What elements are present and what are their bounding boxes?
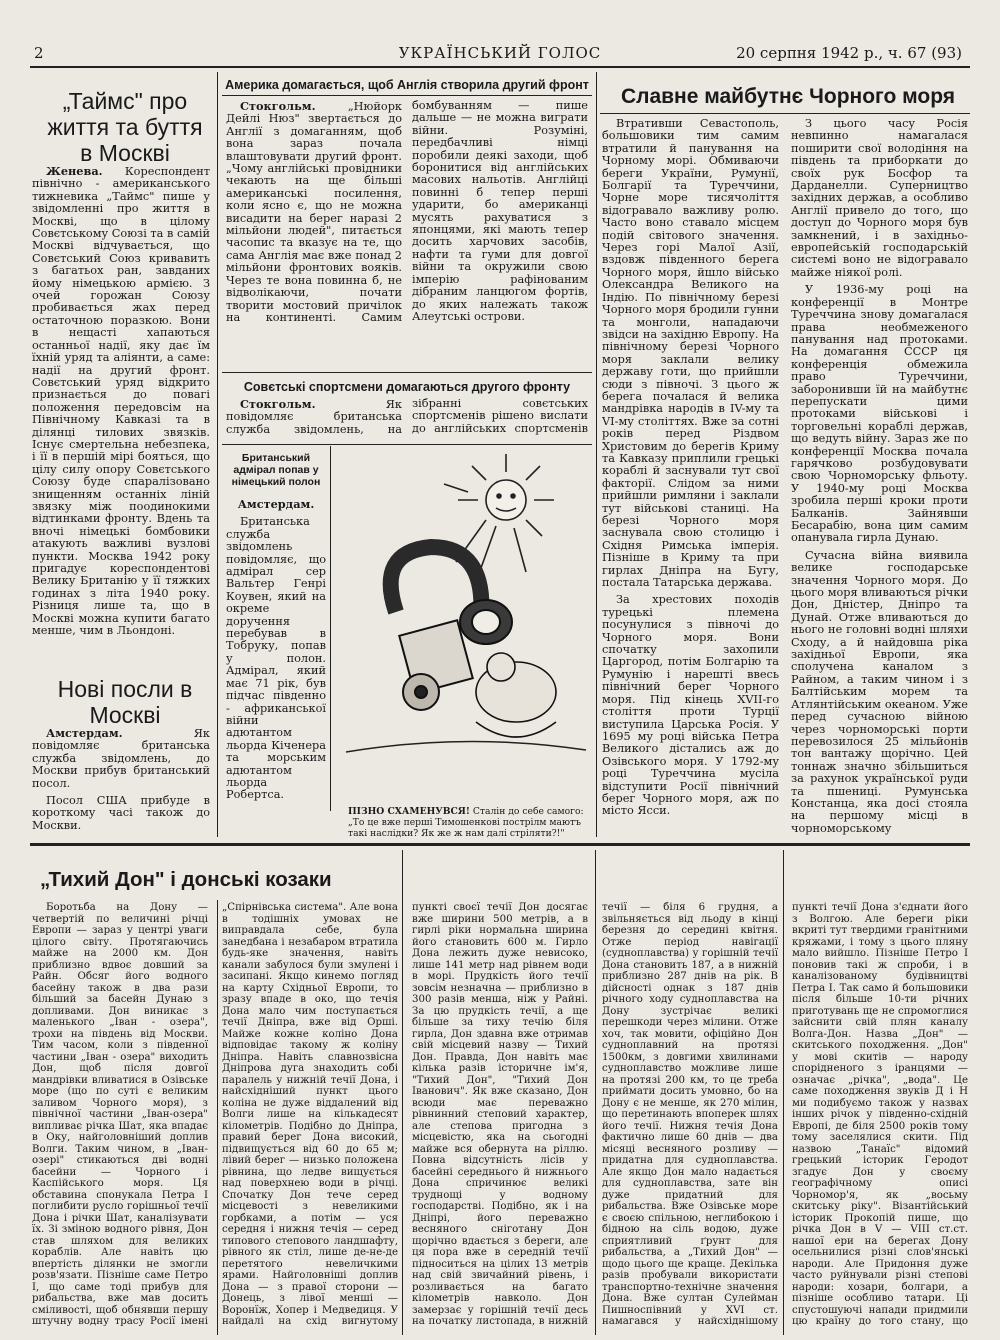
caption-text: Сталін до себе самого: „То це вже перші Тимошенкові пострілм маютъ такі наслідки? Як же ж нам далі стріляти?!" (348, 806, 584, 839)
article-text: Як повідомляє британська служба звідомлень, до Москви прибув британський посол. (32, 727, 210, 790)
page-number: 2 (34, 44, 44, 62)
article-text: З цього часу Росія невпинно намагалася поширити свої володіння на південь та прибоpкати до своїх рук Босфор та Дарданелли. Суперництво західних держав, а особливо Англії привело до того, що доступ до Чорного моря був замкнений, і в західньо-европейській господарській системі воно не відогравало майже ніякої ролі. (791, 118, 968, 279)
article-title-admiral: Британський адмірал попав у німецький полон (231, 452, 321, 488)
article-text: У 1936-му році на конференції в Монтре Туреччина знову домагалася права необмеженого панування над протоками. На домагання СССР ця конференція обмежила право Туреччини, заборонивши їй на майбутнє перепускати цими протоками військові і торговельні кораблі держав, що ведуть війну. Зараз же по конференції Москва почала гарячково розбудовувати свою Чорноморську фльоту. У 1940-му році Москва зробила перші кроки проти Балканів. Зайнявши Бесарабію, вона цим самим опанувала гирла Дунаю. (791, 283, 968, 545)
article-text: Британська служба звідомлень повідомляє, що адмірал сер Вальтер Генрі Коувен, який на окреме доручення перебував в Тобруку, попав у полон. Адмірал, який має 71 рік, був підчас південно - африканської війни адютантом льорда Кіченера та морським адютантом льорда Робертса. (226, 515, 326, 802)
caption-title: ПІЗНО СХАМЕНУВСЯ! (348, 806, 470, 817)
column-divider (217, 72, 218, 837)
newspaper-title: УКРАЇНСЬКИЙ ГОЛОС (398, 44, 602, 62)
article-text: Посол США прибуде в короткому часі також до Москви. (32, 794, 210, 832)
dateline: Амстердам. (237, 498, 315, 511)
dateline: Амстердам. (46, 727, 123, 740)
issue-date: 20 серпня 1942 р., ч. 67 (93) (736, 44, 962, 62)
section-rule (30, 843, 970, 846)
article-text: Як повідомляє британська служба звідомлень, на зібранні совєтських спортсменів рішено вислати до англійських спортсменів (226, 398, 588, 436)
column-divider (330, 446, 331, 811)
cartoon-illustration (336, 452, 591, 797)
section-rule (222, 444, 592, 445)
article-taims (32, 165, 210, 665)
article-text: „Нюйорк Дейлі Нюз" звертається до Англії з домаганням, щоб вона зараз почала влаштовувати другий фронт. „Чому англійські провідники чекають на ще більші американські посилення, коли ясно є, що не можна висадити на берег наразі 2 мільйони людей", питається часопис та вказує на те, що сама Англія має вже понад 2 мільйони фронтових вояків. Через те вона повинна б, не відволікаючи, почати творити мостовий причілок на континенті. Самим бомбуванням — пише дальше — не можна виграти війни. Розуміні, передбачливі німці поробили деякі заходи, щоб боронитися від англійських масових нальотів. Англійці повинні б тепер перші ударити, бо американці мусять рахуватися з японцями, які мають тепер досить харчових засобів, нафти та гуми для довгої війни та окружили свою імперію рафінованим дібраним ланцюгом фортів, до яких належать також Алеутські острови. (226, 100, 588, 324)
article-text: Боротьба на Дону — четвертій по величині річці Европи — зараз у центрі уваги цілого світу. Протягаючись майже на 2000 км. Дон приблизно вдвоє довший за Райн. Обсяг його водного басейну також в два рази більший за басейн Дунаю з допливами. Дон виникає з маленького „Іван - озера", трохи на південь від Москви. Тим часом, коли з південної частини „Іван - озера" виходить Дон, щоб після довгої мандрівки вливатися в Озівське море (що по суті є великим заливом Чорного моря), з північної частини „Іван-озера" випливає річка Шат, яка впадає в Оку, найголовніший доплив Волги. Таким чином, в „Іван-озері" стикаються дві водні басейни — Чорного і Каспійського моря. Ця обставина спонукала Петра І поглибити русло горішньої течії Дона і річки Шат, каналізувати їх. Зі зміною водного рівня, Дон став шляхом для великих кораблів. Але навіть цю впертість ділянки не змогли розв'язати. Пізніше саме Петро І, що саме тоді прибув для рибальства, вже мав досить сміливості, щоб обнявши першу штучну водну трасу Росії імені „Спірнівська система". Але вона в тодішніх умовах не виправдала себе, була занедбана і незабаром втратила будь-яке значення, навіть канали забулося були змулені і засипані. Якщо кинемо погляд на карту Східньої Европи, то зразу впаде в око, що течія Дона мало чим поступається течії Дніпра, вже від Орші. Майже кожне коліно Дона відповідає такому ж коліну Дніпра. Навіть славнозвісна Дніпрова дуга знаходить собі паралель у нижній течії Дона, і найсхідніший пункт цього коліна не дуже віддалений від Волги лише на кількадесят кілометрів. Подібно до Дніпра, правий берег Дона високий, підвищується від 60 до 65 м; лівий берег — низько положена рівнина, що ледве вищується над поверхнею води в річці. Спочатку Дон тече серед місцевості з невеликими горбками, а потім — уся середня і нижня течія — серед типового степового ландшафту, рівного як стіл, лише де-не-де перетятого невеличкими ярами. Найголовніші доплив Дона — з правої сторони — Донець, з лівої менші — Воронїж, Хопер і Медведиця. У найдалі на схід вигнутому пункті своєї течії Дон досягає вже ширини 500 метрів, а в гирлі ріки нормальна ширина його становить 600 м. Гирло Дона лежить дуже невисоко, лише 141 метр над рівнем води в морі. Прудкість його течії зовсім незначна — приблизно в 300 разів менша, ніж у Райні. За цю прудкість течії, а ще більше за тиху течію біля гирла, Дон здавна вже отримав свій місцевий назву — Тихий Дон. Правда, Дон навіть має кілька разів історичне ім'я, "Тихий Дон", "Тихий Дон Іванович". Як вже сказано, Дон всюди має переважно рівнинний степовий характер, але степова пригодна з місцевістю, яка на сьогодні майже вся обернута на ріллю. Повна відсутність лісів у басейні середнього й нижнього Дона спричинює великі труднощі у водному господарстві. Подібно, як і на Дніпрі, його переважно весняного сніготану Дон щорічно вдається з береги, але ця пора вже в середній течії підноситься на цілих 13 метрів над свій звичайний рівень, і розливається на багато кілометрів навколо. Дон замерзає у горішній течії десь на початку листопада, в нижній течії — біля 6 грудня, а звільняється від льоду в кінці березня до середині квітня. Отже період навігації (судноплавства) у горішній течії Дона становить 187, а в нижній приблизно 287 днів на рік. В дійсності однак з 187 днів річного ходу судноплавства на Дону зустрічає великі перешкоди через мілини. Отже хоч, так мовити, офіційно Дон судноплавний на протязі 1500км, з довгими хвилинами судноплавство можливе лише на протязі 200 км, то це треба приймати досить умовно, бо на Дону є не менше, як 270 мілин, що перетинають впоперек шлях його течії. Нижня течія Дона фактично лише 60 днів — два місяці весняного розливу — придатна для судноплавства. Але якщо Дон мало надається для судноплавства, зате він дуже придатний для рибальства. Вже Озівське море є своєю спільною, неглибокою і бідною на сіль водою, дуже сприятливий ґрунт для рибальства, а „Тихий Дон" — щодо цього ще краще. Декілька разів пробували використати транспортно-технічне значення Дона. Вже султан Сулейман Пишноспівний у XVI ст. намагався у найсхіднішому пункті течії Дона з'єднати його з Волгою. Але береги ріки вкриті тут твердими гранітними кряжами, і тому з цього пляну мало вийшло. Пізніше Петро I поновив такі ж спроби, і в каналізованому будівництві Петра І. Так само й большовики після більше 10-ти річних приготувань ще не спромоглися зайснити свій плян каналу Волга-Дон. Назва „Дон" — скитського походження. „Дон" у мові скитів — народу спорідненого з іранцями — означає „річка", „вода". Це саме походження звуків Д і Н ми подибуємо також у назвах інших річок у південно-східній Европі, де біля 2500 років тому тому заселялися скити. Під назвою „Танаїс" відомий грецький історик Геродот згадує Дон у своєму географічному описі Чорномор'я, як „восьму скитську ріку". Візантійський історик Прокопій пише, що річка Дон в V — VIII ст.ст. нашої ери на берегах Дону осельнилися різні слов'янські народи. Але Придоння дуже часто руйнували різні степові народи: хозари, болгари, а пізніше особливо татари. Ці спустошуючі напади придмили цю країну до того стану, що (32, 902, 968, 1327)
dateline: Стокгольм. (240, 100, 316, 113)
title-rule (222, 95, 592, 96)
article-text: За хрестових походів турецькі племена посунулися з півночі до Чорного моря. Вони спочатку захопили Царгород, потім Болгарію та Румунію і нарешті ввесь північний берег Чорного моря. Під кінець XVII-го століття проти Турції виступила Царська Росія. У 1695 му році війська Петра Великого дістались аж до Озівського моря. У 1792-му році Туреччина мусіла відступити Росії північний берег Чорного моря, аж по місто Ясси. (602, 593, 779, 818)
article-title-sport: Совєтські спортсмени домагаються другого фронту (243, 380, 571, 394)
article-sport (226, 398, 588, 443)
article-title-don: „Тихий Дон" і донські козаки (40, 868, 332, 891)
article-admiral (226, 498, 326, 843)
article-title-amerika: Америка домагається, щоб Англія створила другий фронт (225, 78, 589, 92)
column-divider (596, 72, 597, 837)
article-title-more: Славне майбутнє Чорного моря (620, 85, 956, 108)
article-text: Кореспондент північно - американського тижневика „Таймс" пише у звідомленні про життя в Москві, що в цілому Совєтському Союзі та в самій Москві відчувається, що Совєтський Союз кривавить з багатьох ран, завданих йому німецькою армією. З очей горожан Союзу пробивається жах перед остаточною поразкою. Вони в нещасті хапаються останньої надії, яку дає їм їхній уряд та аліянти, а саме: надії на другий фронт. Совєтський уряд відкрито признається до повагі положення передовсім на Північному Кавказі та в ділянці тилових звязків. Існує смертельна небезпека, і її в першій мірі бояться, що цілу силу опору Совєтського Союзу буде спаралізовано знищенням останніх ліній звязку між поодинокими відтинками фронту. Вдень та вночі німецькі бомбовики атакують важливі вузлові пункти. Москва 1942 року пригадує кореспондентові Велику Британію у її тяжких годинах з літа 1940 року. Різниця лише та, що в Москві можна купити багато менше, чим в Льондоні. (32, 165, 210, 638)
dateline: Стокгольм. (240, 398, 316, 411)
title-rule (600, 113, 970, 114)
ground-line (346, 741, 586, 752)
article-title-taims: „Таймс" про життя та буття в Москві (47, 88, 203, 166)
cartoon-caption (348, 806, 588, 839)
article-more (602, 118, 968, 836)
article-text: Сучасна війна виявила велике господарське значення Чорного моря. До цього моря вливаються річки Дон, Дністер, Дніпро та Дунай. Отже вливаються до нього не головні водні шляхи Сходу, а й найдовша ріка західньої Европи, яка сполучена каналом з Райном, а таким чином і з Балтійським морем та Атлянтійським океаном. Уже перед сучасною війною через чорноморські порти перевозилося 25 мільйонів тон вантажу щорічно. Цей тоннаж значно збільшиться за рахунок української руди та пшениці. Румунська Констанца, яка досі стояла на першому місці в чорноморському (791, 548, 968, 835)
section-rule (222, 372, 592, 373)
article-amerika (226, 100, 588, 370)
page-header (0, 0, 1000, 68)
figure-icon (476, 653, 556, 737)
dateline: Женева. (46, 165, 103, 178)
header-rule (30, 66, 970, 68)
article-don (32, 902, 968, 1338)
article-posly (32, 727, 210, 837)
article-text: Втративши Севастополь, большовики тим самим втратили й панування на Чорному морі. Обмиваючи береги України, Румунії, Болгарії та Туреччини, Чорне море тисячоліття відогравало важливу ролю. Часто воно ставало місцем подій світового значення. Через горі Малої Азії, вздовж південного берега Чорного моря, йшло військо Олександра Великого на Індію. По північному березі Чорного моря бродили гунни та монголи, нападаючи звідси на західню Европу. На північному березі Чорного моря заклали велику державу готи, що прийшли сюди з півночі. З цього ж берега почалася й велика мандрівка народів в IV-му та VI-му століттях. Вже за сотні років перед Різдвом Христовим до берегів Криму та Кавказу приплили грецькі кораблі й заснували тут свої факторії. Слідом за ними прийшли римляни і заклали тут військові станиці. На березі Чорного моря заснувала свою столицю і Східня Римська імперія. Пізніше в Криму та при гирлах Дніпра на Бугу, постала Татарська держава. (602, 118, 779, 590)
article-title-posly: Нові посли в Москві (57, 676, 193, 728)
